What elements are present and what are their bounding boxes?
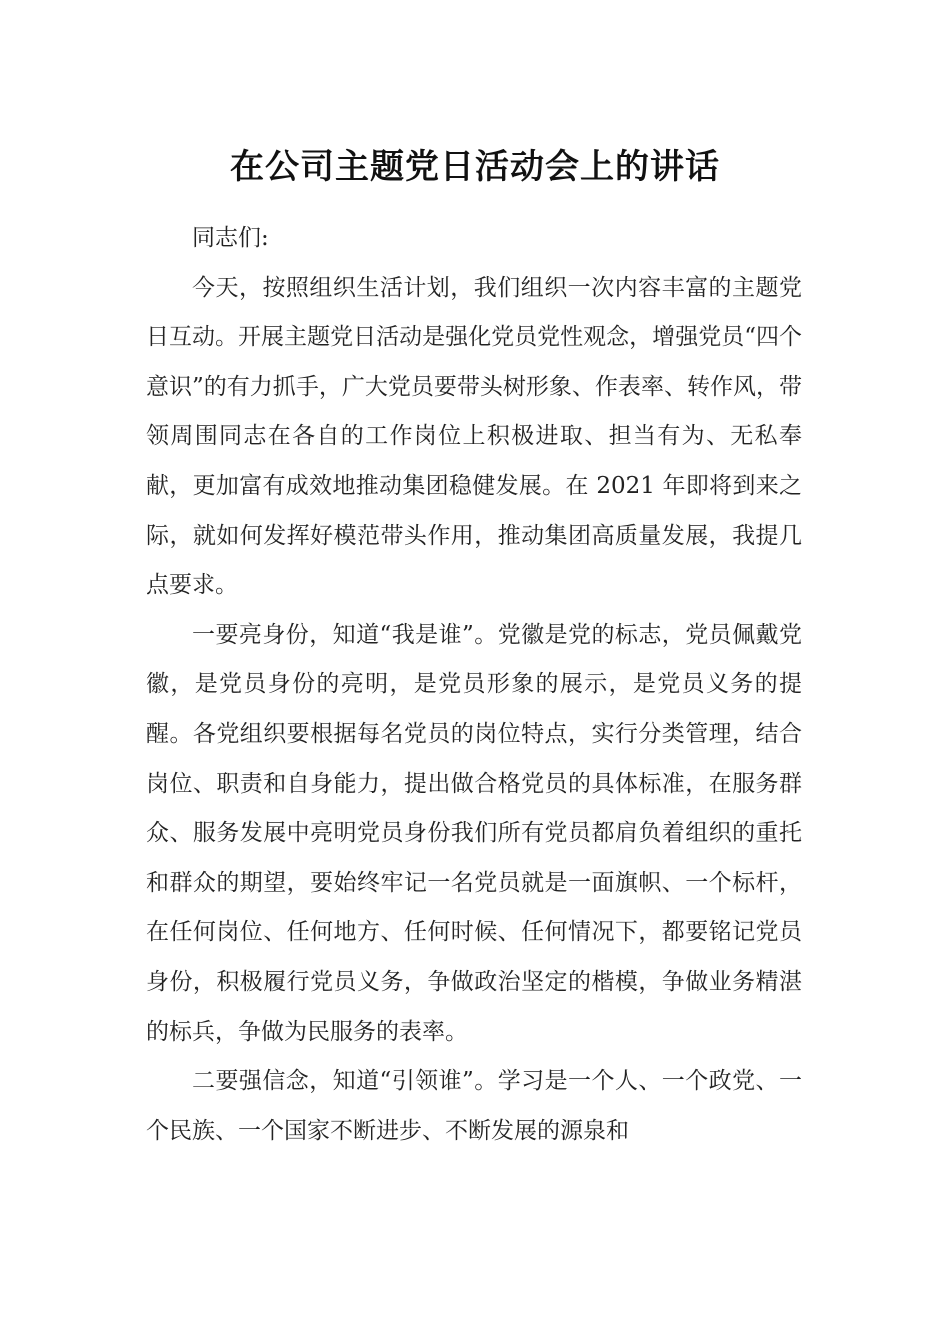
paragraph-point-two: 二要强信念，知道“引领谁”。学习是一个人、一个政党、一个民族、一个国家不断进步、不断发展的源泉和 — [146, 1068, 802, 1144]
document-body — [146, 214, 802, 1156]
salutation: 同志们: — [192, 225, 269, 251]
paragraph-point-one: 一要亮身份，知道“我是谁”。党徽是党的标志，党员佩戴党徽，是党员身份的亮明，是党员形象的展示，是党员义务的提醒。各党组织要根据每名党员的岗位特点，实行分类管理，结合岗位、职责和自身能力，提出做合格党员的具体标准，在服务群众、服务发展中亮明党员身份我们所有党员都肩负着组织的重托和群众的期望，要始终牢记一名党员就是一面旗帜、一个标杆，在任何岗位、任何地方、任何时候、任何情况下，都要铭记党员身份，积极履行党员义务，争做政治坚定的楷模，争做业务精湛的标兵，争做为民服务的表率。 — [146, 621, 802, 1045]
document-title: 在公司主题党日活动会上的讲话 — [230, 147, 720, 187]
paragraph-intro: 今天，按照组织生活计划，我们组织一次内容丰富的主题党日互动。开展主题党日活动是强化党员党性观念，增强党员“四个意识”的有力抓手，广大党员要带头树形象、作表率、转作风，带领周围同志在各自的工作岗位上积极进取、担当有为、无私奉献，更加富有成效地推动集团稳健发展。在 2021 年即将到来之际，就如何发挥好模范带头作用，推动集团高质量发展，我提几点要求。 — [146, 274, 802, 599]
